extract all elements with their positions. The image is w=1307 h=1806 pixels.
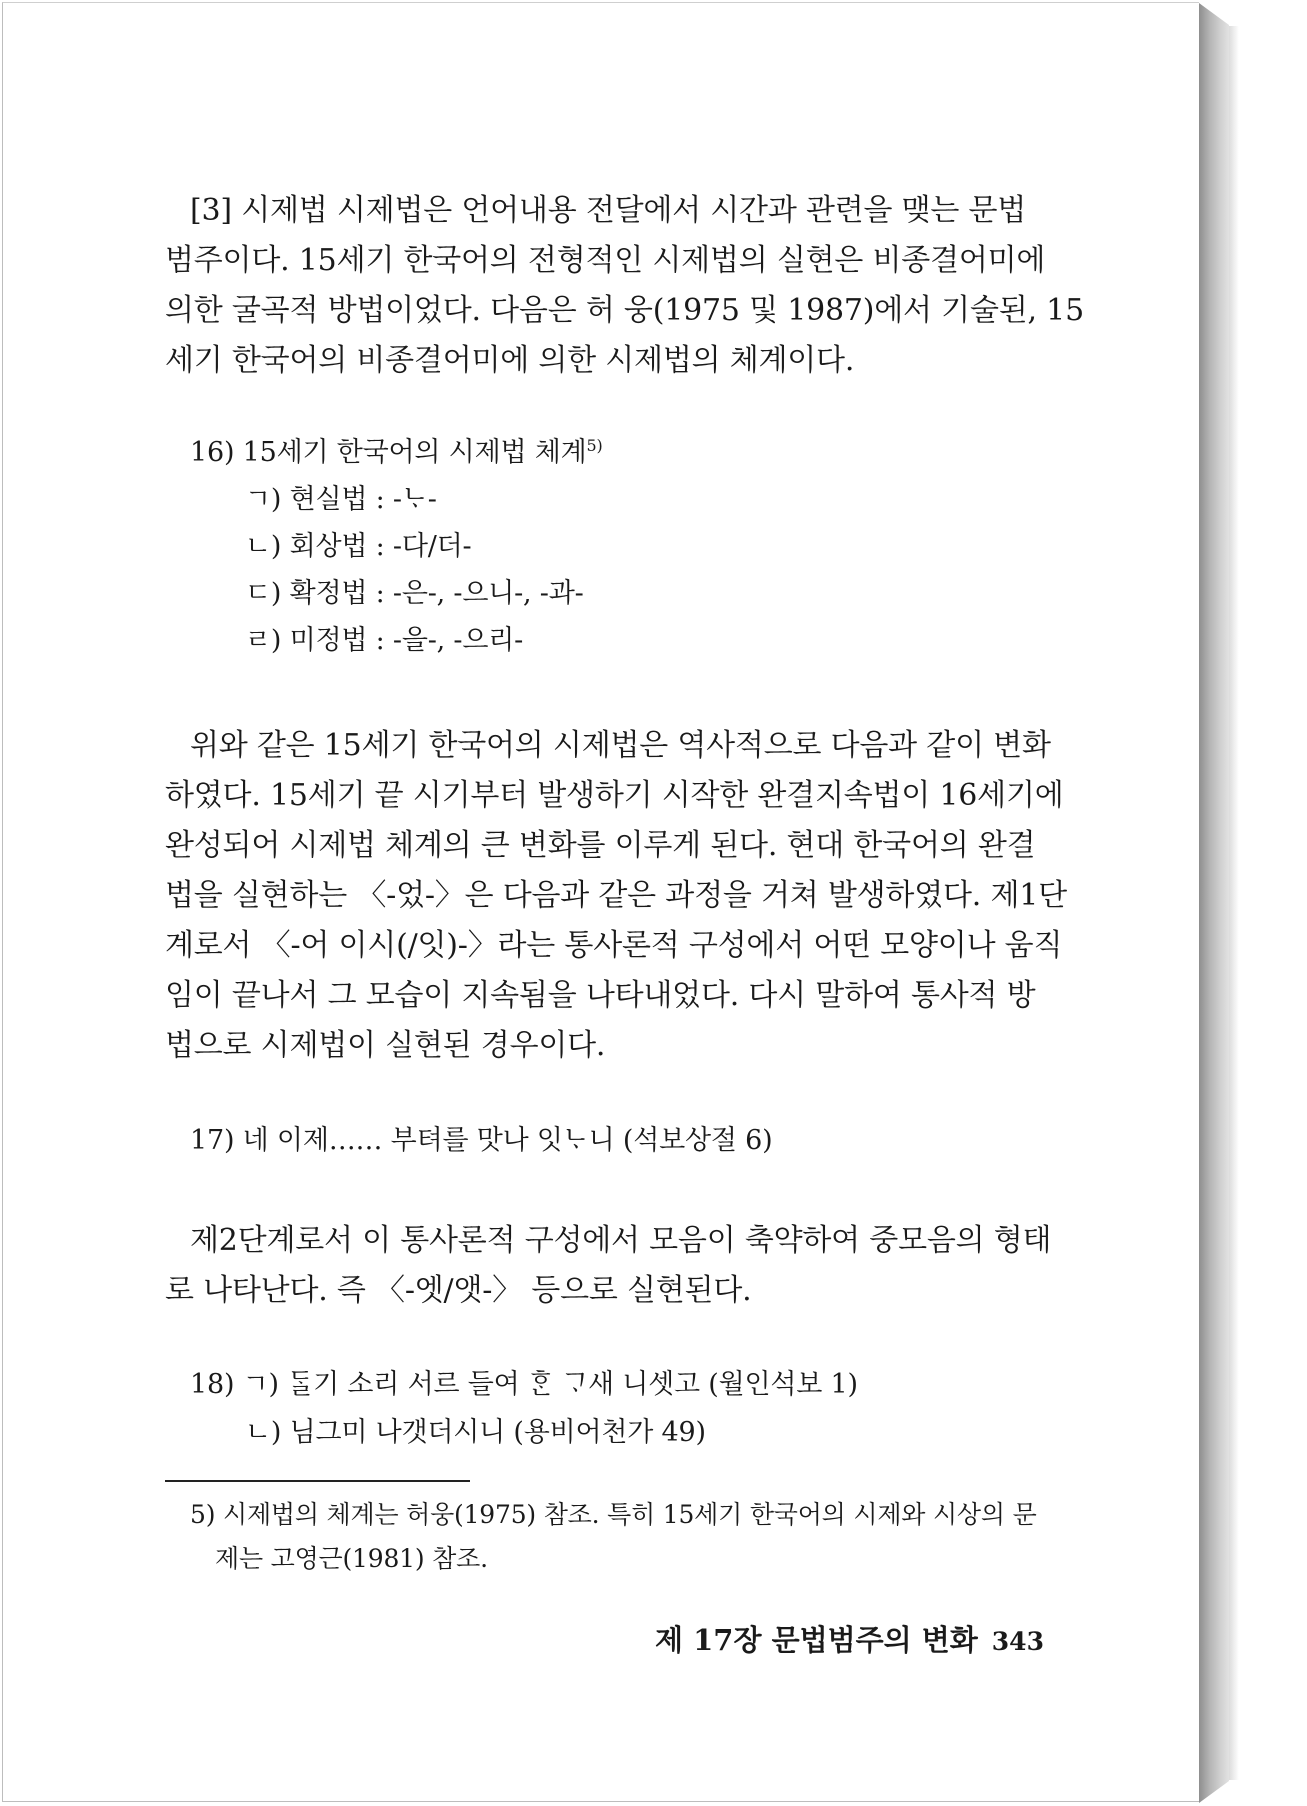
page-number: 343: [991, 1627, 1044, 1656]
example-item: ㄴ) 회상법 : -다/더-: [245, 531, 472, 562]
example-item: ㄹ) 미정법 : -을-, -으리-: [245, 625, 524, 656]
footnote-divider: [165, 1480, 470, 1482]
text-line: 의한 굴곡적 방법이었다. 다음은 허 웅(1975 및 1987)에서 기술된, 15: [165, 293, 1084, 328]
footnote-ref: 5): [586, 436, 603, 455]
example-item: ㄴ) 님그미 나갯더시니 (용비어천가 49): [245, 1417, 706, 1448]
text-line: 완성되어 시제법 체계의 큰 변화를 이루게 된다. 현대 한국어의 완결: [165, 828, 1036, 863]
text-line: 범주이다. 15세기 한국어의 전형적인 시제법의 실현은 비종결어미에: [165, 243, 1046, 278]
text-line: 제2단계로서 이 통사론적 구성에서 모음이 축약하여 중모음의 형태: [190, 1223, 1052, 1258]
page-stack-edge: [1199, 3, 1229, 1803]
running-footer: [655, 1618, 1044, 1659]
footnote-line: 5) 시제법의 체계는 허웅(1975) 참조. 특히 15세기 한국어의 시제와 시상의 문: [190, 1500, 1037, 1529]
chapter-title: 제 17장 문법범주의 변화: [655, 1623, 978, 1657]
text-line: 법으로 시제법이 실현된 경우이다.: [165, 1028, 606, 1063]
example-item: ㄱ) 현실법 : -ᄂᆞ-: [245, 484, 437, 515]
text-line: [3] 시제법 시제법은 언어내용 전달에서 시간과 관련을 맺는 문법: [190, 193, 1027, 228]
example-item: 18) ㄱ) ᄃᆞᆯ기 소리 서르 들여 ᄒᆞᆫ ᄀᆞ새 니셋고 (월인석보 1): [190, 1369, 858, 1400]
text-line: 임이 끝나서 그 모습이 지속됨을 나타내었다. 다시 말하여 통사적 방: [165, 978, 1036, 1013]
example-item: ㄷ) 확정법 : -은-, -으니-, -과-: [245, 578, 584, 609]
text-line: 로 나타난다. 즉 〈-엣/앳-〉 등으로 실현된다.: [165, 1273, 752, 1308]
text-line: 세기 한국어의 비종결어미에 의한 시제법의 체계이다.: [165, 343, 855, 378]
text-line: 법을 실현하는 〈-었-〉은 다음과 같은 과정을 거쳐 발생하였다. 제1단: [165, 878, 1067, 913]
text-line: 계로서 〈-어 이시(/잇)-〉라는 통사론적 구성에서 어떤 모양이나 움직: [165, 928, 1063, 963]
example-title: 16) 15세기 한국어의 시제법 체계$^{5)}$: [190, 436, 603, 468]
footnote-line: 제는 고영근(1981) 참조.: [215, 1544, 488, 1573]
page-shadow: [1229, 26, 1239, 1780]
text-line: 위와 같은 15세기 한국어의 시제법은 역사적으로 다음과 같이 변화: [190, 728, 1051, 763]
text-line: 하였다. 15세기 끝 시기부터 발생하기 시작한 완결지속법이 16세기에: [165, 778, 1064, 813]
example-line: 17) 네 이제…… 부텨를 맛나 잇ᄂᆞ니 (석보상절 6): [190, 1125, 773, 1156]
